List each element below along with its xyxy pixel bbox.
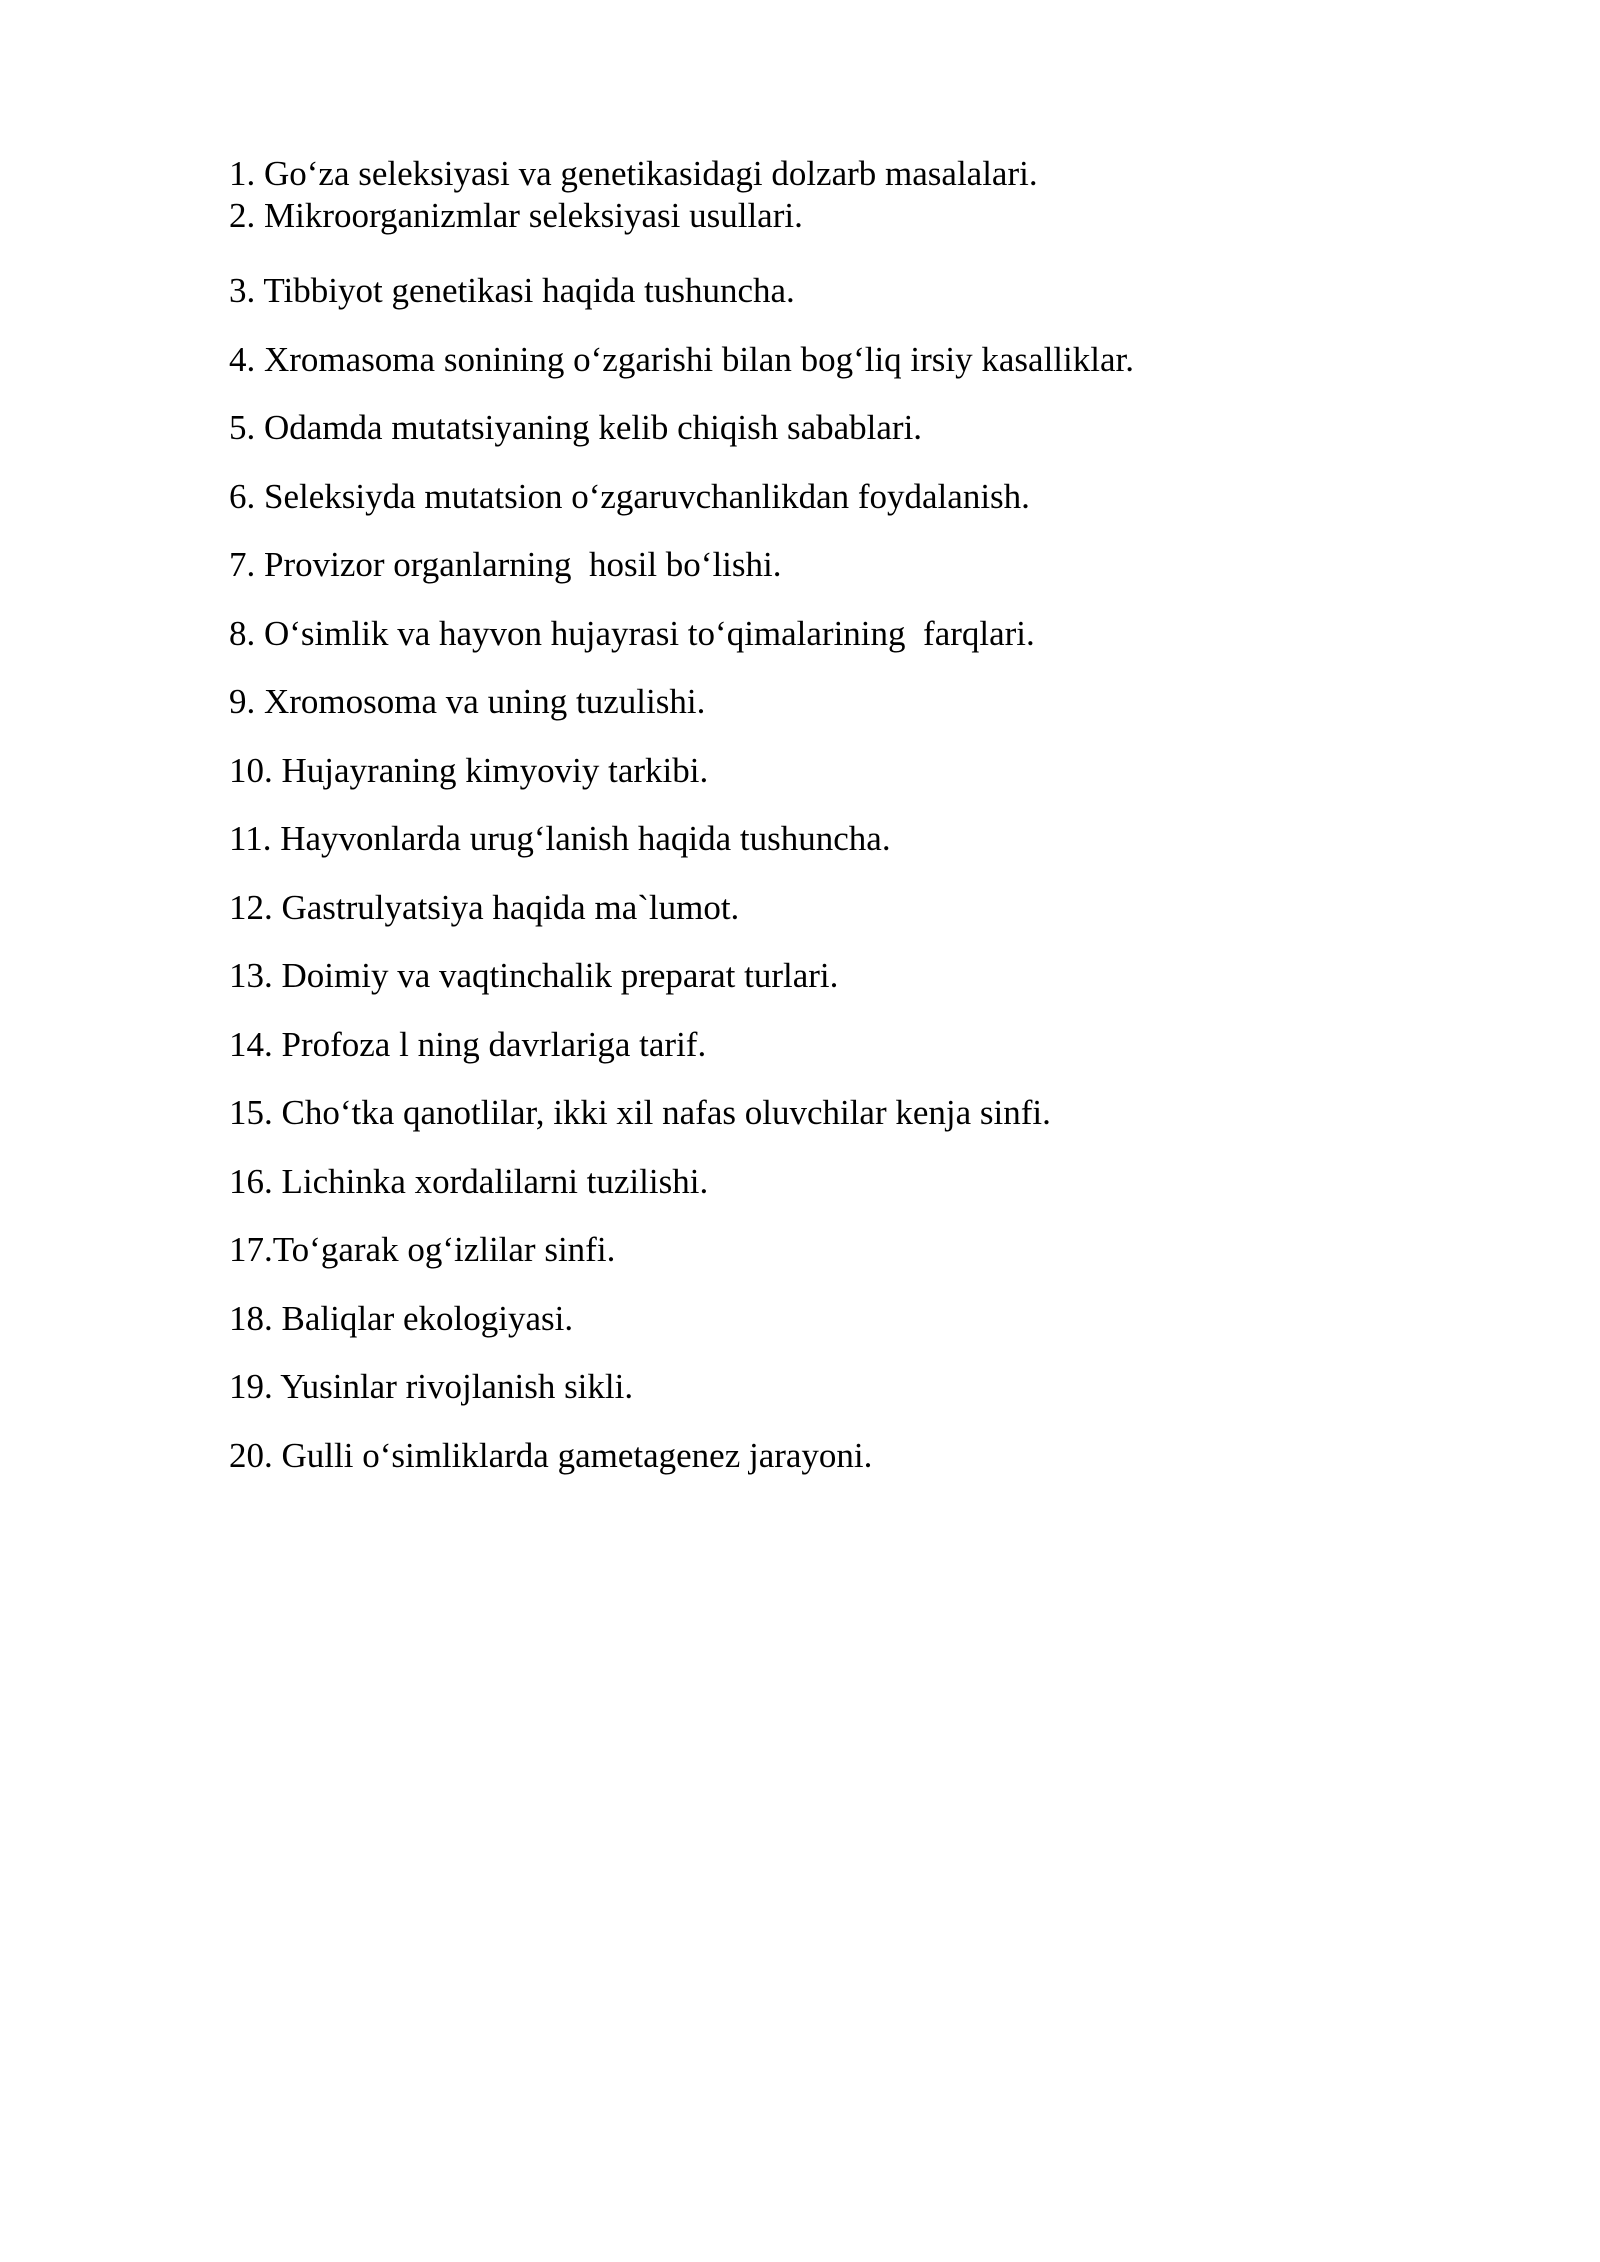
topic-item-4: 4. Xromasoma sonining o‘zgarishi bilan bog‘liq irsiy kasalliklar. (229, 339, 1134, 379)
topic-item-10: 10. Hujayraning kimyoviy tarkibi. (229, 750, 709, 790)
topic-item-12: 12. Gastrulyatsiya haqida ma`lumot. (229, 887, 740, 927)
topic-item-18: 18. Baliqlar ekologiyasi. (229, 1298, 574, 1338)
topic-item-13: 13. Doimiy va vaqtinchalik preparat turlari. (229, 956, 839, 995)
topic-item-8: 8. O‘simlik va hayvon hujayrasi to‘qimalarining farqlari. (229, 613, 1035, 653)
topic-item-6: 6. Seleksiyda mutatsion o‘zgaruvchanlikdan foydalanish. (229, 476, 1030, 516)
topic-item-17: 17.To‘garak og‘izlilar sinfi. (229, 1230, 616, 1269)
topic-item-1: 1. Go‘za seleksiyasi va genetikasidagi dolzarb masalalari. (229, 154, 1038, 193)
topic-list (229, 153, 1409, 1503)
topic-item-7: 7. Provizor organlarning hosil bo‘lishi. (229, 545, 782, 584)
topic-item-16: 16. Lichinka xordalilarni tuzilishi. (229, 1161, 709, 1201)
topic-item-11: 11. Hayvonlarda urug‘lanish haqida tushuncha. (229, 819, 891, 858)
topic-item-2: 2. Mikroorganizmlar seleksiyasi usullari. (229, 196, 803, 235)
topic-item-3: 3. Tibbiyot genetikasi haqida tushuncha. (229, 271, 795, 310)
topic-item-19: 19. Yusinlar rivojlanish sikli. (229, 1367, 634, 1406)
topic-item-14: 14. Profoza l ning davrlariga tarif. (229, 1024, 707, 1064)
topic-item-9: 9. Xromosoma va uning tuzulishi. (229, 682, 706, 721)
topic-item-15: 15. Cho‘tka qanotlilar, ikki xil nafas oluvchilar kenja sinfi. (229, 1093, 1051, 1132)
topic-item-20: 20. Gulli o‘simliklarda gametagenez jarayoni. (229, 1435, 873, 1475)
topic-item-5: 5. Odamda mutatsiyaning kelib chiqish sabablari. (229, 408, 923, 447)
